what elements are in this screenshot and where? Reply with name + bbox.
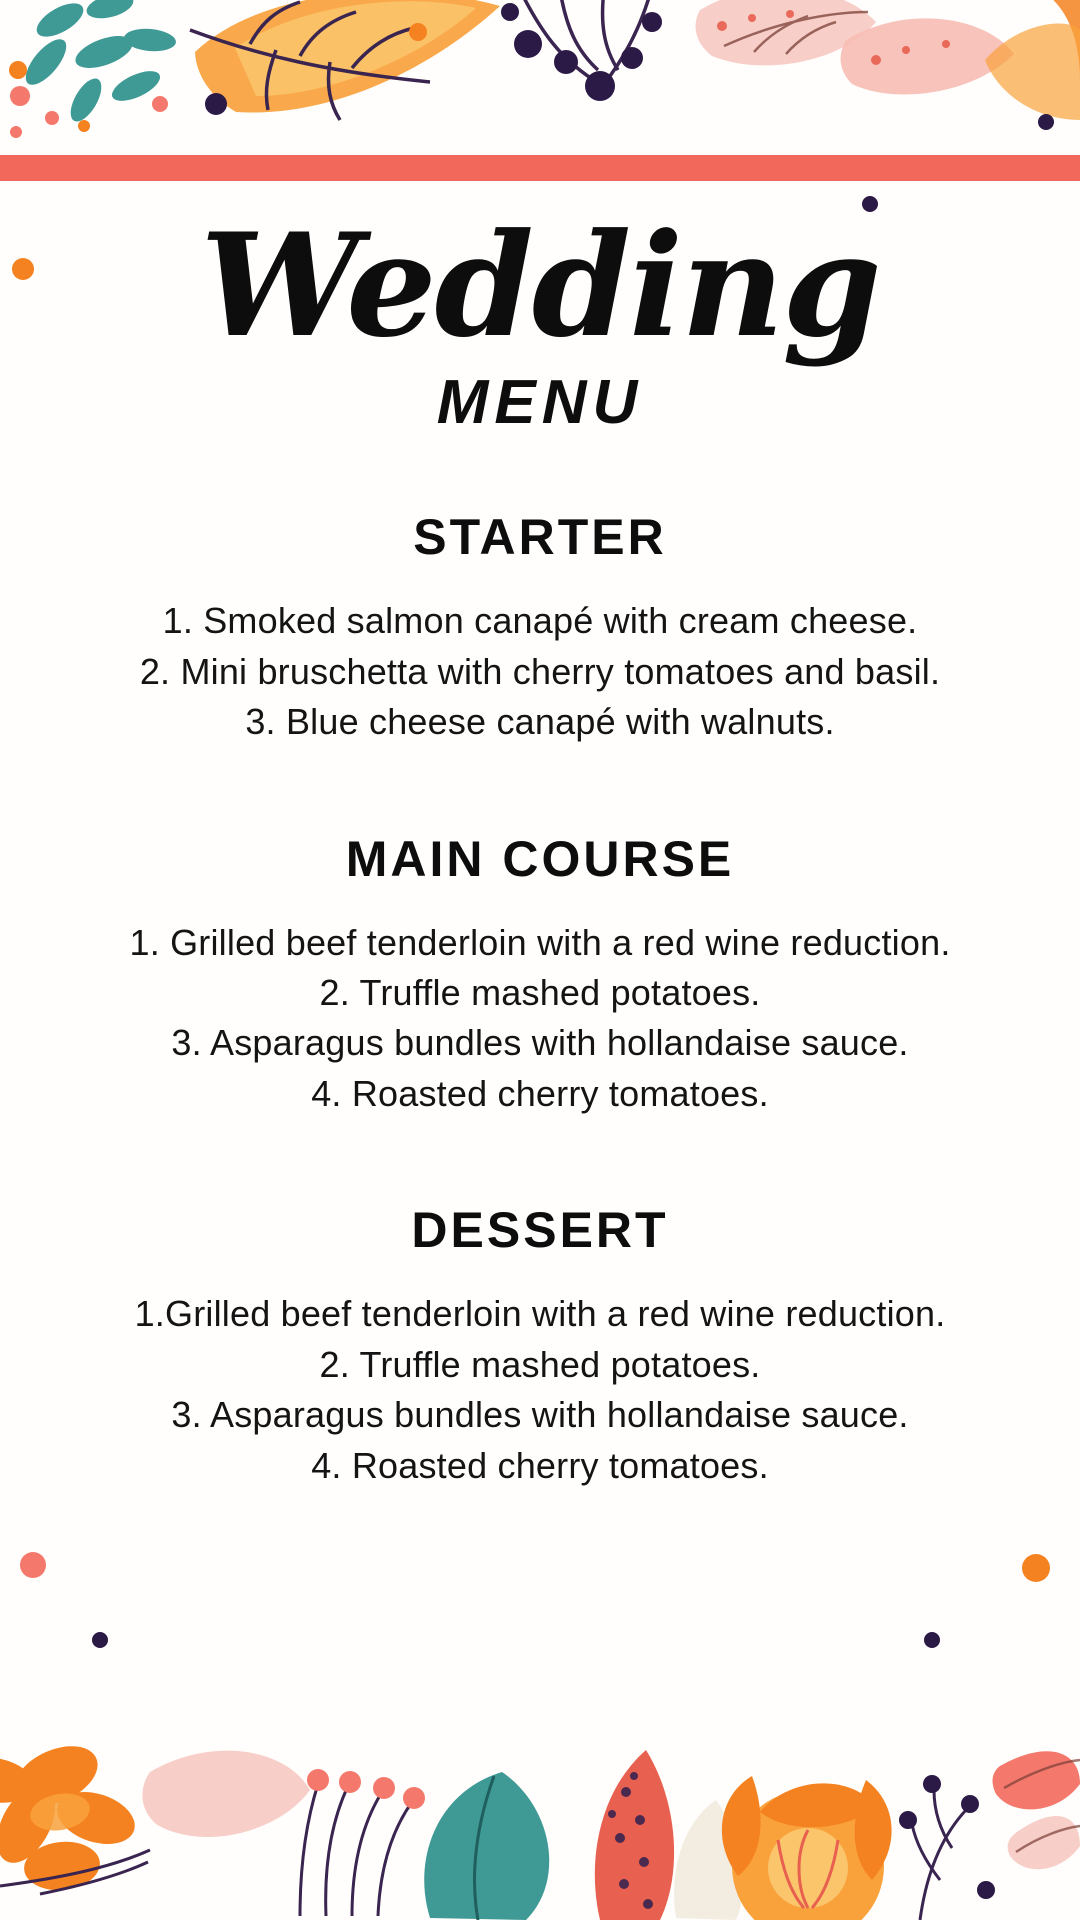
section-list-main-course: [0, 922, 1080, 1116]
list-item: 2. Truffle mashed potatoes.: [319, 971, 761, 1013]
floral-band-top: [0, 0, 1080, 160]
dot-plum-lower-left: [92, 1632, 108, 1648]
section-list-dessert: [0, 1293, 1080, 1487]
section-main-course: [0, 830, 1080, 1116]
section-list-starter: [0, 600, 1080, 743]
list-item: 3. Asparagus bundles with hollandaise sauce.: [171, 1022, 909, 1064]
list-item: 1.Grilled beef tenderloin with a red wine reduction.: [134, 1293, 946, 1335]
list-item: 1. Grilled beef tenderloin with a red wine reduction.: [129, 921, 951, 963]
dot-orange-lower-right: [1022, 1554, 1050, 1582]
section-dessert: [0, 1201, 1080, 1487]
divider-rule-top: [0, 155, 1080, 181]
list-item: 3. Blue cheese canapé with walnuts.: [245, 701, 835, 743]
list-item: 1. Smoked salmon canapé with cream cheese.: [162, 600, 918, 642]
page-subtitle: MENU: [436, 368, 644, 438]
floral-band-bottom-art: [0, 1680, 1080, 1920]
dot-coral-lower-left: [20, 1552, 46, 1578]
page-title: Wedding: [200, 203, 880, 369]
list-item: 2. Truffle mashed potatoes.: [319, 1343, 761, 1385]
floral-band-bottom: [0, 1680, 1080, 1920]
list-item: 4. Roasted cherry tomatoes.: [311, 1072, 769, 1114]
floral-band-top-art: [0, 0, 1080, 160]
section-title-dessert: DESSERT: [411, 1202, 669, 1259]
section-starter: [0, 508, 1080, 743]
list-item: 3. Asparagus bundles with hollandaise sauce.: [171, 1394, 909, 1436]
list-item: 2. Mini bruschetta with cherry tomatoes and basil.: [139, 650, 941, 692]
list-item: 4. Roasted cherry tomatoes.: [311, 1444, 769, 1486]
section-title-starter: STARTER: [413, 509, 667, 566]
menu-content: [0, 200, 1080, 1495]
section-title-main-course: MAIN COURSE: [345, 830, 735, 887]
dot-plum-lower-right: [924, 1632, 940, 1648]
